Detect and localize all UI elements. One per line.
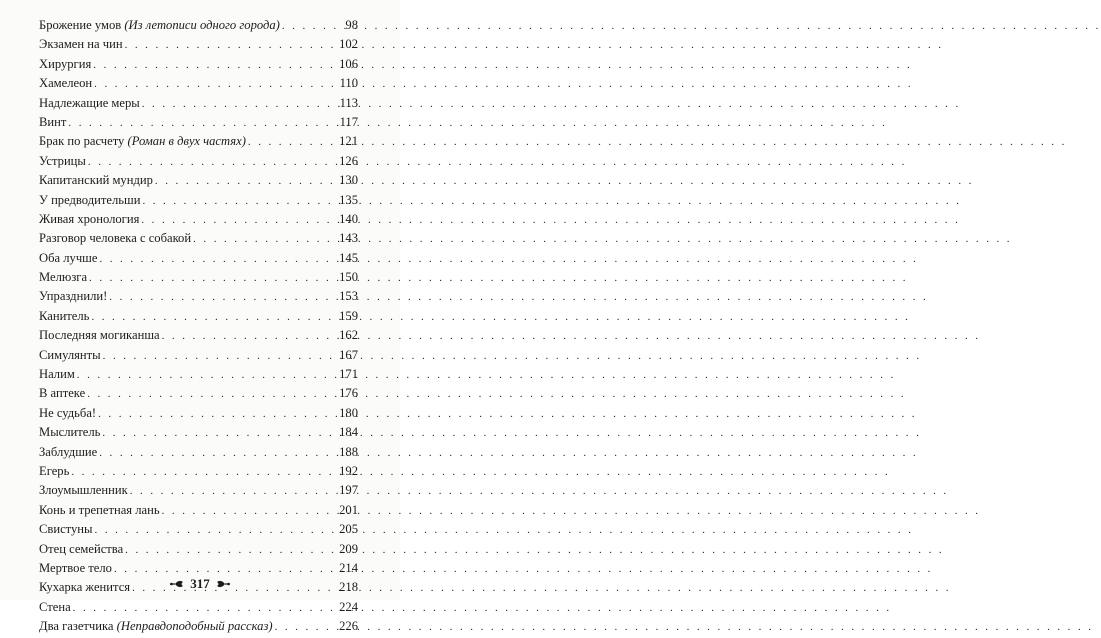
entry-page-number: 162 [339, 328, 358, 343]
dot-leader [142, 95, 339, 114]
entry-title [39, 287, 109, 306]
entry-page-number: 110 [339, 76, 358, 91]
entry-title [39, 191, 142, 210]
dot-leader [103, 347, 338, 366]
entry-page-number: 167 [339, 347, 358, 362]
entry-page-number: 205 [339, 522, 358, 537]
entry-page-number: 218 [339, 580, 358, 595]
toc-entry [39, 481, 358, 500]
book-page [0, 0, 400, 634]
dot-leader [73, 599, 338, 618]
entry-title-text: Мелюзга [39, 270, 88, 285]
entry-page-number: 224 [339, 599, 358, 614]
dot-leader [155, 172, 338, 191]
entry-title-text: Стена [39, 599, 71, 614]
entry-title-text: Егерь [39, 463, 70, 478]
dot-leader [98, 405, 338, 424]
entry-title-text: В аптеке [39, 386, 86, 401]
toc-entry [39, 443, 358, 462]
entry-title-text: Мертвое тело [39, 560, 112, 575]
entry-page-number: 113 [339, 95, 358, 110]
dot-leader [91, 308, 338, 327]
page-footer [0, 574, 400, 594]
dot-leader [95, 521, 339, 540]
toc-entry [39, 598, 358, 617]
dot-leader [87, 385, 338, 404]
toc-entry [39, 287, 358, 306]
entry-page-number: 135 [339, 192, 358, 207]
left-ornament-icon [169, 579, 185, 589]
dot-leader [99, 250, 338, 269]
toc-entry [39, 423, 358, 442]
entry-title [39, 423, 102, 442]
entry-title-text: Последняя могиканша [39, 328, 160, 343]
entry-title-text: Не судьба! [39, 405, 97, 420]
entry-title-text: Свистуны [39, 522, 93, 537]
entry-title [39, 132, 248, 151]
entry-title-text: Живая хронология [39, 211, 140, 226]
entry-title-text: Капитанский мундир [39, 173, 153, 188]
dot-leader [77, 366, 338, 385]
toc-entry [39, 462, 358, 481]
entry-page-number: 201 [339, 502, 358, 517]
dot-leader [275, 618, 339, 637]
dot-leader [162, 327, 339, 346]
entry-title-text: Оба лучше [39, 250, 98, 265]
toc-entry [39, 268, 358, 287]
toc-entry [39, 307, 358, 326]
toc-entry [39, 191, 358, 210]
toc-entry [39, 365, 358, 384]
entry-title [39, 16, 282, 35]
dot-leader [99, 444, 338, 463]
entry-page-number: 117 [339, 114, 358, 129]
entry-title [39, 55, 93, 74]
dot-leader [71, 463, 338, 482]
toc-entry [39, 55, 358, 74]
entry-title-text: Злоумышленник [39, 483, 128, 498]
dot-leader [130, 482, 338, 501]
entry-title [39, 94, 142, 113]
entry-title [39, 443, 99, 462]
toc-entry [39, 384, 358, 403]
dot-leader [162, 502, 339, 521]
dot-leader [282, 17, 345, 36]
entry-title-text: Отец семейства [39, 541, 124, 556]
toc-entry [39, 404, 358, 423]
toc-entry [39, 346, 358, 365]
entry-title [39, 35, 125, 54]
entry-title-text: Налим [39, 367, 75, 382]
entry-title [39, 365, 77, 384]
dot-leader [125, 36, 339, 55]
entry-title-text: Хамелеон [39, 76, 93, 91]
entry-page-number: 209 [339, 541, 358, 556]
entry-title-text: Два газетчика [39, 619, 117, 634]
toc-entry [39, 520, 358, 539]
entry-page-number: 197 [339, 483, 358, 498]
entry-title [39, 617, 275, 636]
toc-entry [39, 617, 358, 636]
dot-leader [88, 153, 338, 172]
right-ornament-icon [215, 579, 231, 589]
toc-entry [39, 132, 358, 151]
entry-title [39, 171, 155, 190]
entry-title-text: Надлежащие меры [39, 95, 140, 110]
entry-page-number: 143 [339, 231, 358, 246]
toc-entry [39, 113, 358, 132]
entry-title [39, 152, 88, 171]
entry-page-number: 153 [339, 289, 358, 304]
entry-subtitle: (Из летописи одного города) [124, 18, 280, 32]
entry-title-text: Заблудшие [39, 444, 98, 459]
entry-title-text: Мыслитель [39, 425, 101, 440]
entry-title [39, 326, 162, 345]
entry-page-number: 140 [339, 211, 358, 226]
entry-title [39, 113, 68, 132]
entry-title [39, 307, 91, 326]
toc-entry [39, 171, 358, 190]
entry-page-number: 106 [339, 56, 358, 71]
entry-title-text: Упразднили! [39, 289, 108, 304]
entry-page-number: 176 [339, 386, 358, 401]
entry-page-number: 214 [339, 560, 358, 575]
entry-page-number: 98 [345, 18, 358, 32]
entry-title [39, 210, 141, 229]
dot-leader [94, 75, 338, 94]
entry-title [39, 268, 89, 287]
entry-title [39, 404, 98, 423]
toc-entry [39, 501, 358, 520]
entry-page-number: 126 [339, 153, 358, 168]
dot-leader [142, 192, 338, 211]
entry-page-number: 171 [339, 367, 358, 382]
toc-entry [39, 16, 358, 35]
entry-title-text: Брак по расчету [39, 134, 128, 149]
entry-page-number: 121 [339, 134, 358, 149]
toc-entry [39, 94, 358, 113]
entry-title [39, 249, 99, 268]
entry-title-text: У предводительши [39, 192, 141, 207]
dot-leader [109, 288, 338, 307]
dot-leader [141, 211, 338, 230]
entry-page-number: 226 [339, 619, 358, 634]
entry-page-number: 130 [339, 173, 358, 188]
entry-title-text: Брожение умов [39, 18, 125, 32]
entry-title [39, 520, 95, 539]
entry-title-text: Хирургия [39, 56, 92, 71]
entry-subtitle: (Неправдоподобный рассказ) [116, 619, 273, 634]
toc-entry [39, 229, 358, 248]
entry-page-number: 192 [339, 463, 358, 478]
entry-title [39, 462, 71, 481]
entry-page-number: 188 [339, 444, 358, 459]
dot-leader [102, 424, 338, 443]
entry-title-text: Канитель [39, 308, 90, 323]
toc-entry [39, 540, 358, 559]
toc-entry [39, 210, 358, 229]
dot-leader [193, 230, 338, 249]
entry-title [39, 481, 130, 500]
dot-leader [89, 269, 338, 288]
entry-title-text: Экзамен на чин [39, 37, 123, 52]
entry-title [39, 346, 103, 365]
entry-title-text: Устрицы [39, 153, 86, 168]
entry-title-text: Симулянты [39, 347, 101, 362]
entry-title [39, 540, 125, 559]
entry-title-text: Разговор человека с собакой [39, 231, 192, 246]
entry-title [39, 384, 87, 403]
entry-title [39, 598, 73, 617]
toc-entry [39, 326, 358, 345]
entry-page-number: 150 [339, 270, 358, 285]
dot-leader [68, 114, 338, 133]
entry-title-text: Кухарка женится [39, 580, 131, 595]
entry-page-number: 145 [339, 250, 358, 265]
dot-leader [93, 56, 338, 75]
toc-entry [39, 152, 358, 171]
entry-title [39, 501, 162, 520]
entry-page-number: 102 [339, 37, 358, 52]
entry-title [39, 74, 94, 93]
dot-leader [125, 541, 338, 560]
toc-entry [39, 249, 358, 268]
entry-subtitle: (Роман в двух частях) [127, 134, 246, 149]
page-number: 317 [190, 576, 210, 591]
entry-title-text: Винт [39, 114, 67, 129]
entry-page-number: 159 [339, 308, 358, 323]
entry-page-number: 180 [339, 405, 358, 420]
toc-entry [39, 35, 358, 54]
entry-title [39, 229, 193, 248]
entry-page-number: 184 [339, 425, 358, 440]
dot-leader [248, 133, 338, 152]
table-of-contents [39, 16, 358, 637]
toc-entry [39, 74, 358, 93]
entry-title-text: Конь и трепетная лань [39, 502, 160, 517]
